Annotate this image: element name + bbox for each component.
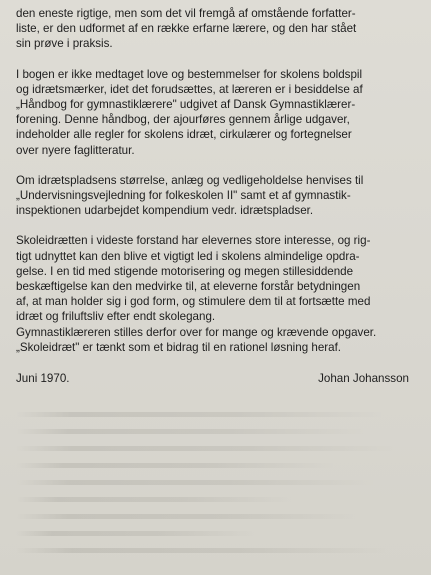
date-text: Juni 1970. xyxy=(16,372,70,386)
text-line: og idrætsmærker, idet det forudsættes, at læreren er i besiddelse af xyxy=(16,82,363,96)
text-line: tigt udnyttet kan den blive et vigtigt led i skolens almindelige opdra- xyxy=(16,249,360,263)
text-line: sin prøve i praksis. xyxy=(16,37,113,51)
text-line: forening. Denne håndbog, der ajourføres gennem årlige udgaver, xyxy=(16,113,350,127)
show-through-text xyxy=(16,412,415,575)
text-line: Om idrætspladsens størrelse, anlæg og vedligeholdelse henvises til xyxy=(16,173,364,187)
paragraph-gap xyxy=(16,158,415,173)
paragraph xyxy=(16,67,415,158)
text-line: inspektionen udarbejdet kompendium vedr. idrætspladser. xyxy=(16,204,314,218)
paragraph-gap xyxy=(16,52,415,67)
text-line: af, at man holder sig i god form, og stimulere dem til at fortsætte med xyxy=(16,295,371,309)
paragraph-gap xyxy=(16,218,415,233)
text-line: „Skoleidræt" er tænkt som et bidrag til en rationel løsning heraf. xyxy=(16,340,342,354)
text-line: indeholder alle regler for skolens idræt, cirkulærer og fortegnelser xyxy=(16,128,352,142)
body-text xyxy=(16,6,415,355)
text-line: den eneste rigtige, men som det vil fremgå af omstående forfatter- xyxy=(16,7,356,20)
paragraph xyxy=(16,173,415,219)
text-line: Gymnastiklæreren stilles derfor over for mange og krævende opgaver. xyxy=(16,325,377,339)
text-line: gelse. I en tid med stigende motorisering og megen stillesiddende xyxy=(16,264,354,278)
text-line: Skoleidrætten i videste forstand har elevernes store interesse, og rig- xyxy=(16,234,371,248)
text-line: beskæftigelse kan den medvirke til, at eleverne forstår betydningen xyxy=(16,280,361,294)
text-line: over nyere faglitteratur. xyxy=(16,143,135,157)
text-line: idræt og friluftsliv efter endt skolegang. xyxy=(16,310,216,324)
text-line: „Undervisningsvejledning for folkeskolen II" samt et af gymnastik- xyxy=(16,189,351,203)
text-line: „Håndbog for gymnastiklærere" udgivet af Dansk Gymnastiklærer- xyxy=(16,98,356,112)
signature-line xyxy=(16,371,415,386)
text-line: liste, er den udformet af en række erfarne lærere, og den har stået xyxy=(16,22,357,36)
author-name: Johan Johansson xyxy=(318,372,409,386)
text-line: I bogen er ikke medtaget love og bestemmelser for skolens boldspil xyxy=(16,67,363,81)
paragraph xyxy=(16,233,415,355)
paragraph xyxy=(16,6,415,52)
